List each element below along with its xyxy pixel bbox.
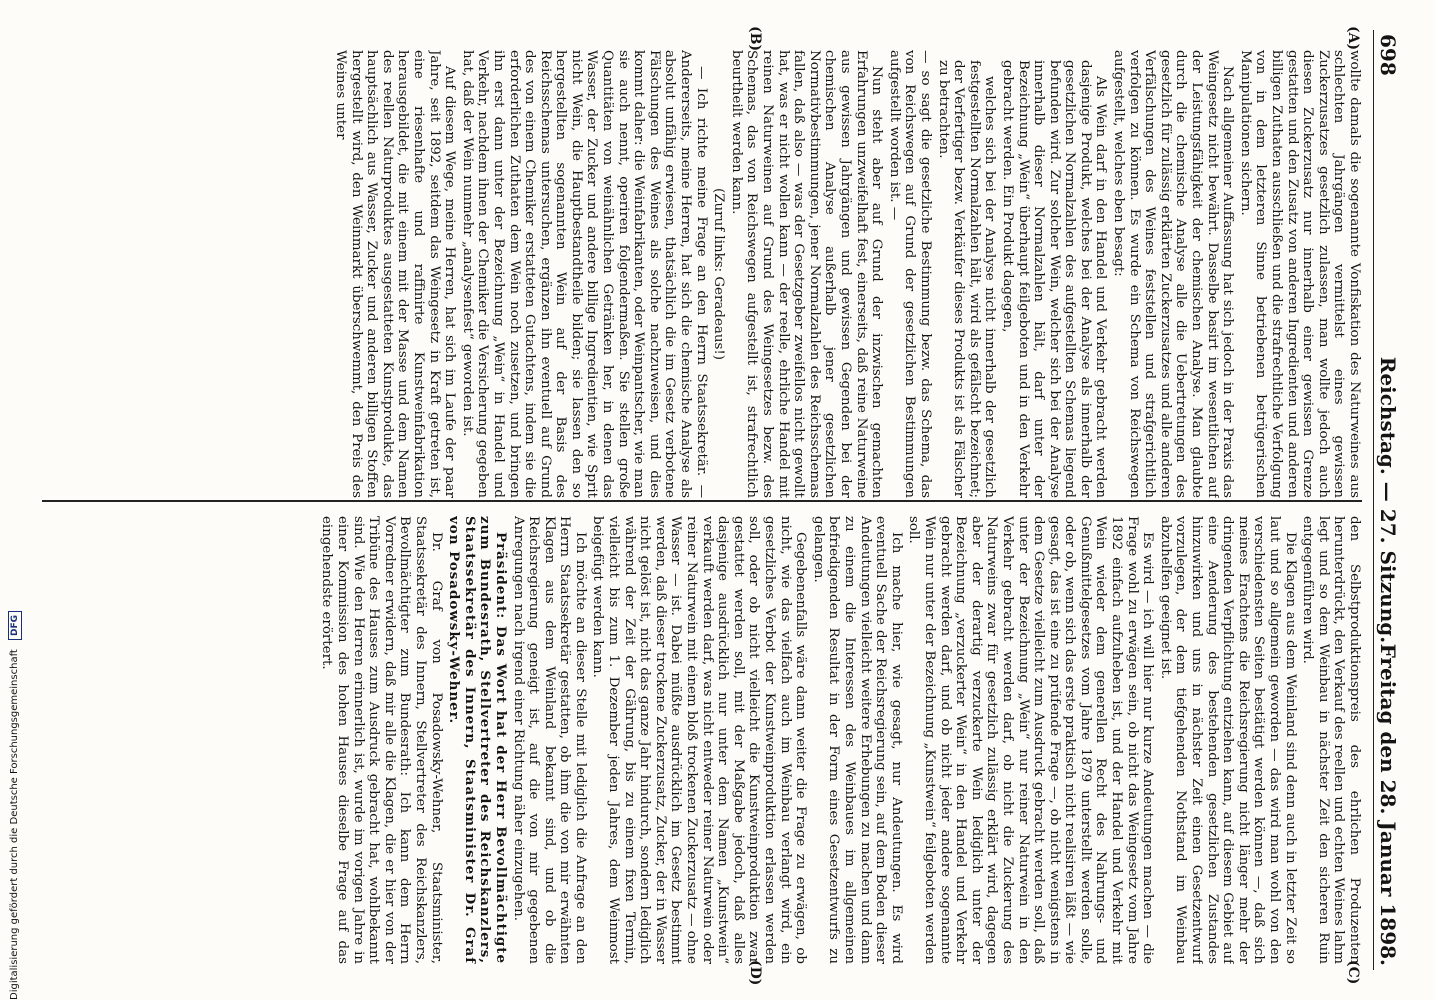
paragraph: Ich möchte an dieser Stelle mit lediglich die Anfrage an den Herrn Staatssekretär gestatten, ob ihm die von mir erwähnten Klagen aus dem Weinland bekannt sind, und ob die Reichsregierung geneigt ist, auf die von mir gegebenen Anregungen nach irgend einer Richtung näher einzugehen. <box>510 516 588 964</box>
margin-marker-c: (C) <box>1345 960 1361 985</box>
page-number: 698 <box>1376 34 1400 76</box>
right-column <box>42 516 1362 964</box>
paragraph: Die Klagen aus dem Weinland sind denn auch in letzter Zeit so laut und so allgemein geworden — das wird man wohl von den verschiedensten Seiten bestätigt werden können —, daß sich meines Erachtens die Reichsregierung nicht länger mehr der dringenden Verpflichtung entziehen kann, auf diesem Gebiet auf eine Aenderung des bestehenden gesetzlichen Zustandes hinzuwirken und uns in nächster Zeit einen Gesetzentwurf vorzulegen, der dem tiefgehenden Nothstand im Weinbau abzuhelfen geeignet ist. <box>1157 516 1298 964</box>
paragraph: Nun steht aber auf Grund der inzwischen gemachten Erfahrungen unzweifelhaft fest, einerseits, daß reine Naturweine aus gewissen Jahrgängen und gewissen Gegenden bei der chemischen Analyse außerhalb jener gesetzlichen Normativbestimmungen, jener Normalzahlen des Reichsschemas fallen, daß also — was der Gesetzgeber zweifellos nicht gewollt hat, was er nicht wollen kann — der reelle, ehrliche Handel mit reinen Naturweinen auf Grund des Weingesetzes bezw. des Schemas, das von Reichswegen aufgestellt ist, strafrechtlich beurtheilt werden kann. <box>728 50 885 498</box>
speaker-paragraph: Präsident: Das Wort hat der Herr Bevollmächtigte zum Bundesrath, Stellvertreter des Reichskanzlers, Staatssekretär des Innern, Staatsminister Dr. Graf von Posadowsky-Wehner. <box>446 516 509 964</box>
paragraph: wollte damals die sogenannte Vonfiskation des Naturweines aus schlechten Jahrgängen vermittelst eines gewissen Zuckerzusatzes gesetzlich zulassen, man wollte jedoch auch diesen Zuckerzusatz nur innerhalb einer gewissen Grenze gestatten und den Zusatz von anderen Ingredienten und anderen billigen Zuthaten ausschließen und die strafrechtliche Verfolgung von in dem letzteren Sinne betriebenen betrügerischen Manipulationen sichern. <box>1237 50 1362 498</box>
margin-marker-a: (A) <box>1345 26 1361 51</box>
credit-text: Digitalisierung gefördert durch die Deutsche Forschungsgemeinschaft <box>9 649 20 1000</box>
quoted-paragraph: Als Wein darf in den Handel und Verkehr gebracht werden dasjenige Produkt, welches bei der Analyse als innerhalb der gesetzlichen Normalzahlen des aufgestellten Schemas liegend befunden wird. Zur solcher Wein, welcher sich bei der Analyse innerhalb dieser Normalzahlen hält, darf unter der Bezeichnung „Wein“ überhaupt feilgeboten und in den Verkehr gebracht werden. Ein Produkt dagegen, <box>999 60 1109 498</box>
interjection: (Zuruf links: Geradeaus!) <box>711 188 727 360</box>
paragraph: den Selbstproduktionspreis des ehrlichen Produzenten herunterdrückt, den Verkauf des reellen und echten Weines lahm legt und so dem Weinbau in nächster Zeit den sicheren Ruin entgegenführen wird. <box>1300 516 1362 964</box>
paragraph: — Ich richte meine Frage an den Herrn Staatssekretär. — Andererseits, meine Herren, hat sich die chemische Analyse als absolut unfähig erwiesen, thatsächlich die im Gesetz verbotene Fälschungen des Weines als solche nachzuweisen, und dies kommt daher: die Weinfabrikanten, oder Weinpantscher, wie man sie auch nennt, operiren folgendermaßen. Sie stellen große Quantitäten von weinähnlichen Getränken her, in denen das Wasser, der Zucker und andere billige Ingredientien, wie Sprit nicht Wein, die Hauptbestandtheile bilden; sie lassen den so hergestellten sogenannten Wein auf der Basis des Reichsschemas untersuchen, ergänzen ihn eventuell auf Grund des von einem Chemiker erstatteten Gutachtens, indem sie die erforderlichen Zuthaten dem Wein noch zusetzen, und bringen ihn erst dann unter der Bezeichnung „Wein“ in Handel und Verkehr, nachdem ihnen der Chemiker die Versicherung gegeben hat, daß der Wein nunmehr „analysenfest“ geworden ist. <box>459 50 709 498</box>
quoted-paragraph: welches sich bei der Analyse nicht innerhalb der gesetzlich festgestellten Normalzahlen hält, wird als gefälscht bezeichnet; der Verfertiger bezw. Verkäufer dieses Produkts ist als Fälscher zu betrachten. <box>935 60 998 498</box>
column-rule <box>42 500 1362 502</box>
dfg-logo-icon: DFG <box>8 611 22 640</box>
margin-marker-b: (B) <box>747 26 763 52</box>
paragraph: Gegebenenfalls wäre dann weiter die Frage zu erwägen, ob nicht, wie das vielfach auch im Weinbau verlangt wird, ein gesetzliches Verbot der Kunstweinproduktion erlassen werden soll, oder ob nicht vielleicht die Kunstweinproduktion zwar gestattet werden soll, mit der Maßgabe jedoch, daß alles dasjenige ausdrücklich nur unter dem Namen „Kunstwein“ verkauft werden darf, was nicht entweder reiner Naturwein oder reiner Naturwein mit einem bloß trockenen Zuckerzusatz — ohne Wasser — ist. Dabei müßte ausdrücklich im Gesetz bestimmt werden, daß dieser trockene Zuckerzusatz, Zucker, der in Wasser nicht gelöst ist, nicht das ganze Jahr hindurch, sondern lediglich während der Zeit der Gährung, bis zu einem fixen Termin, vielleicht bis zum 1. Dezember jeden Jahres, dem Weinmost beigefügt werden kann. <box>590 516 809 964</box>
paragraph: Nach allgemeiner Auffassung hat sich jedoch in der Praxis das Weingesetz nicht bewährt. Dasselbe basirt im wesentlichen auf der Leistungsfähigkeit der chemischen Analyse. Man glaubte durch die chemische Analyse alle die Uebertretungen des gesetzlich für zulässig erklärten Zuckerzusatzes und alle anderen Verfälschungen des Weines feststellen und strafgerichtlich verfolgen zu können. Es wurde ein Schema von Reichswegen aufgestellt, welches eben besagt: <box>1111 50 1236 498</box>
session-date: Freitag den 28. Januar 1898. <box>1376 643 1400 966</box>
left-column <box>42 50 1362 498</box>
margin-marker-d: (D) <box>747 960 763 986</box>
paragraph: Es wird — ich will hier nur kurze Andeutungen machen — die Frage wohl zu erwägen sein, ob nicht das Weingesetz vom Jahre 1892 einfach aufzuheben ist, und der Handel und Verkehr mit Wein wieder dem generellen Recht des Nahrungs- und Genußmittelgesetzes vom Jahre 1879 unterstellt werden solle, oder ob, wenn sich das erste praktisch nicht realisiren läßt — wie gesagt, das ist eine zu prüfende Frage —, ob nicht wenigstens in dem Gesetze vielleicht zum Ausdruck gebracht werden soll, daß unter der Bezeichnung „Wein“ nur reiner Naturwein in den Verkehr gebracht werden darf, ob nicht die Zuckerung des Naturweins zwar für gesetzlich zulässig erklärt wird, dagegen aber der derartig verzuckerte Wein lediglich unter der Bezeichnung „verzuckerter Wein“ in den Handel und Verkehr gebracht werden darf, und ob nicht jeder andere sogenannte Wein nur unter der Bezeichnung „Kunstwein“ feilgeboten werden soll. <box>906 516 1156 964</box>
paragraph: Ich mache hier, wie gesagt, nur Andeutungen. Es wird eventuell Sache der Reichsregierung sein, auf dem Boden dieser Andeutungen vielleicht weitere Erhebungen zu machen und dann zu einem die Interessen des Weinbaues im allgemeinen befriedigenden Resultat in der Form eines Gesetzentwurfs zu gelangen. <box>810 516 904 964</box>
rotated-page <box>32 26 1402 986</box>
page-title: Reichstag. — 27. Sitzung. <box>1376 356 1400 644</box>
paragraph: — so sagt die gesetzliche Bestimmung bezw. das Schema, das von Reichswegen auf Grund der gesetzlichen Bestimmungen aufgestellt worden ist. — <box>886 50 933 498</box>
running-head <box>1373 30 1402 970</box>
speaker-paragraph: Dr. Graf von Posadowsky-Wehner, Staatsminister, Staatssekretär des Innern, Stellvertreter des Reichskanzlers, Bevollmächtigter zum Bundesrath: Ich kann dem Herrn Vorredner erwidern, daß mir alle die Klagen, die er hier von der Tribüne des Hauses zum Ausdruck gebracht hat, wohlbekannt sind. Wie den Herren erinnerlich ist, wurde im vorigen Jahre in einer Kommission des hohen Hauses dieselbe Frage auf das eingehendste erörtert. <box>319 516 444 964</box>
paragraph: Auf diesem Wege, meine Herren, hat sich im Laufe der paar Jahre, seit 1892, seitdem das Weingesetz in Kraft getreten ist, eine riesenhafte und raffinirte Kunstweinfabrikation herausgebildet, die mit einem mit der Masse und dem Namen des reellen Naturproduktes ausgestatteten Kunstprodukte, das hauptsächlich aus Wasser, Zucker und anderen billigen Stoffen hergestellt wird, den Weinmarkt überschwemmt, den Preis des Weines unter <box>333 50 458 498</box>
digitization-credit <box>6 40 24 1000</box>
